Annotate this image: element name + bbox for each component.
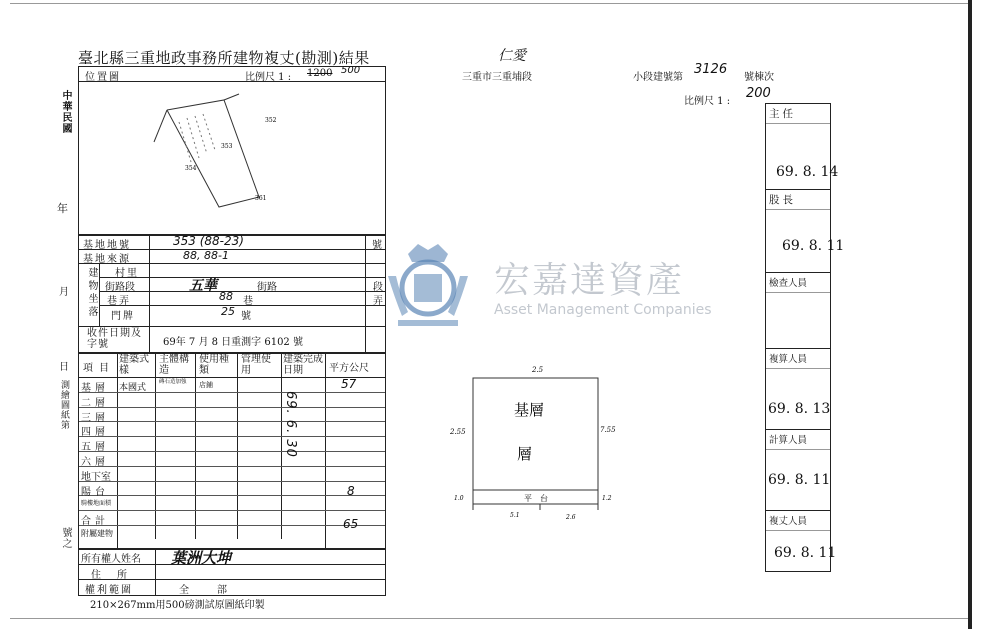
dim-top: 2.5: [532, 366, 544, 374]
right-suffix: 號: [372, 240, 382, 251]
district-label: 三重市三重埔段: [462, 72, 532, 83]
floor-table: [78, 352, 386, 550]
floor-label: 三層: [81, 412, 109, 424]
stamp-row: [766, 190, 845, 273]
lot-no-label: 基地地號: [83, 240, 131, 251]
year-label: 年: [57, 202, 68, 215]
ground-style: 本國式: [119, 383, 147, 393]
dim-bottom-left: 1.0: [454, 495, 464, 502]
col-manage: 管理使用: [241, 354, 271, 376]
scope-value: 全部: [179, 585, 255, 596]
stamp-row: [766, 104, 839, 190]
stamp-role: 股長: [766, 190, 830, 210]
plan-balcony-label: 平台: [524, 494, 556, 503]
section-suffix: 段: [373, 282, 383, 293]
lot-label-361: 361: [255, 195, 267, 202]
dim-bottom-right: 1.2: [602, 495, 612, 502]
plan-scale-label: 比例尺 1 :: [684, 96, 731, 107]
scan-edge: [968, 0, 972, 629]
stamp-row: [766, 430, 830, 511]
dim-left: 2.55: [450, 428, 466, 436]
floor-plan: [440, 360, 630, 520]
lot-source-label: 基地來源: [83, 254, 131, 265]
stamp-date: 69. 8. 11: [774, 545, 837, 561]
lot-label-352: 352: [265, 117, 277, 124]
col-area: 平方公尺: [329, 363, 369, 374]
stamp-role: 複算人員: [766, 349, 830, 369]
stamp-date: 69. 8. 13: [768, 401, 831, 417]
footer-note: 210×267mm用500磅測試原圖紙印製: [90, 600, 265, 611]
receipt-label: 收件日期及字號: [87, 328, 142, 350]
month-label: 月: [59, 287, 69, 298]
floor-label: 二層: [81, 397, 109, 409]
owner-address-label: 住所: [91, 570, 143, 581]
door-value: 25: [221, 305, 235, 318]
building-no-label: 小段建號第: [633, 72, 683, 83]
dim-bottom-1: 5.1: [510, 512, 520, 519]
ground-structure: 磚石造加強: [159, 379, 187, 385]
stamp-date: 69. 8. 11: [782, 238, 845, 254]
lot-label-354: 354: [185, 165, 197, 172]
plan-room-label-2: 層: [517, 445, 533, 463]
floor-label: 基層: [81, 383, 109, 394]
document-title: 臺北縣三重地政事務所建物複丈(勘測)結果: [78, 49, 370, 67]
col-style: 建築式樣: [119, 354, 149, 376]
street-value: 五華: [189, 278, 217, 294]
location-sketch: [79, 82, 385, 234]
watermark: [378, 236, 718, 336]
floor-label: 陽台: [81, 486, 109, 498]
floor-label: 四層: [81, 427, 109, 439]
col-item: 項目: [83, 363, 115, 374]
stamp-column: [765, 103, 845, 572]
owner-name-value: 葉洲大坤: [171, 549, 232, 567]
number-label: 號之: [60, 527, 71, 549]
address-label: 建物坐落: [86, 267, 97, 319]
watermark-crest-icon: [378, 236, 478, 334]
floor-rows: [79, 378, 385, 540]
balcony-area: 8: [347, 484, 355, 498]
dim-right: 7.55: [600, 426, 616, 434]
land-info-box: [78, 234, 386, 354]
stamp-role: 計算人員: [766, 430, 830, 450]
stamp-row: [766, 349, 830, 430]
era-label: 中華民國: [60, 90, 71, 134]
lane-label: 巷弄: [107, 296, 131, 307]
building-no: 3126: [694, 62, 728, 77]
door-suffix: 號: [241, 311, 251, 322]
location-scale-label: 比例尺 1 :: [245, 72, 292, 83]
plan-scale-value: 200: [746, 86, 771, 101]
floor-label: 附屬建物: [81, 528, 113, 538]
stamp-row: [766, 273, 830, 349]
owner-name-label: 所有權人姓名: [81, 554, 141, 565]
drawing-note: 測繪圖紙第: [59, 380, 69, 430]
ground-use: 店鋪: [199, 381, 213, 389]
watermark-subtitle: Asset Management Companies: [494, 302, 712, 318]
location-label: 位置圖: [85, 72, 121, 83]
lot-label-353: 353: [221, 143, 233, 150]
col-structure: 主體構造: [159, 354, 189, 376]
alley-suffix: 弄: [373, 296, 383, 307]
building-no-suffix: 號棟次: [744, 72, 774, 83]
location-box: [78, 66, 386, 236]
completion-date: 69. 6. 30: [283, 391, 298, 458]
street-label: 街路段: [105, 282, 135, 293]
owner-box: [78, 548, 386, 596]
plan-room-label: 基層: [514, 401, 545, 419]
floor-label: 地下室: [81, 471, 111, 483]
ground-area: 57: [341, 377, 357, 391]
receipt-value: 69年 7 月 8 日重測字 6102 號: [163, 337, 303, 348]
lane-suffix: 巷: [243, 296, 253, 307]
floor-label: 合計: [81, 516, 109, 528]
village-label: 村里: [115, 268, 139, 279]
floor-label: 五層: [81, 442, 109, 454]
stamp-date: 69. 8. 11: [768, 472, 831, 488]
stamp-row: [766, 511, 837, 571]
stamp-role: 複丈人員: [766, 511, 830, 531]
stamp-role: 主任: [766, 104, 830, 124]
col-completion: 建築完成日期: [283, 354, 323, 376]
dim-bottom-2: 2.6: [566, 514, 576, 520]
stamp-role: 檢查人員: [766, 273, 830, 293]
lane-value: 88: [219, 290, 233, 303]
day-label: 日: [59, 362, 69, 373]
scope-label: 權利範圍: [85, 585, 133, 596]
floor-label: 六層: [81, 456, 109, 468]
lot-source-value: 88, 88-1: [183, 249, 229, 262]
watermark-name: 宏嘉達資產: [494, 260, 685, 301]
handwritten-section: 仁愛: [498, 48, 526, 64]
street-suffix: 街路: [257, 282, 277, 293]
col-use: 使用種類: [199, 354, 229, 376]
door-label: 門牌: [111, 311, 135, 322]
location-scale-new: 500: [341, 65, 361, 76]
floor-label: 騎樓地面積: [81, 500, 112, 508]
total-area: 65: [343, 517, 359, 531]
stamp-date: 69. 8. 14: [776, 164, 839, 180]
location-scale-old: 1200: [307, 68, 333, 79]
lot-no-value: 353 (88-23): [173, 234, 244, 248]
